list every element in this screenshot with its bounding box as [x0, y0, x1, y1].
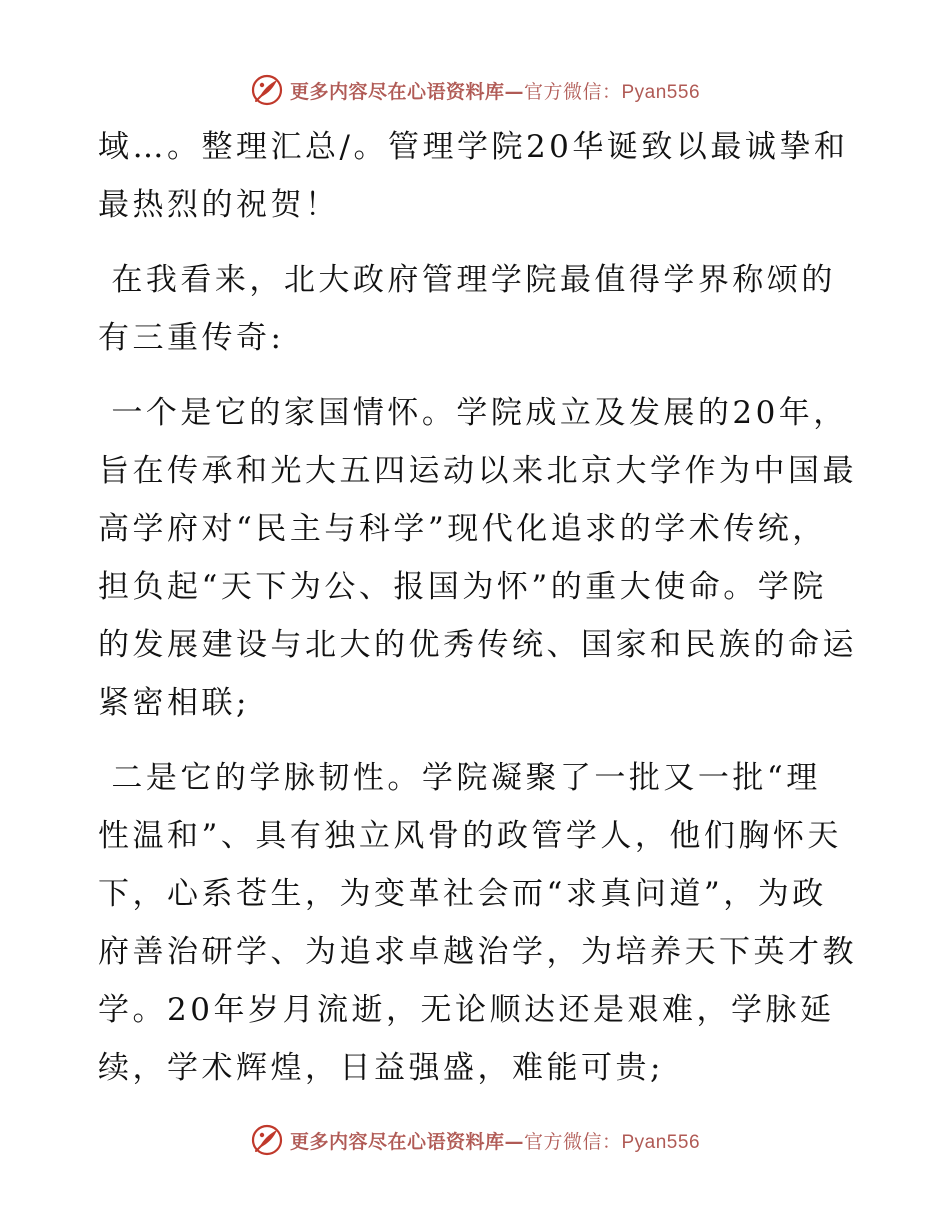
watermark-wechat-id: Pyan556 — [621, 1131, 701, 1153]
watermark-dash: — — [504, 1130, 524, 1153]
watermark-text — [290, 1127, 700, 1154]
watermark-text — [290, 77, 700, 104]
footer-watermark — [0, 1120, 950, 1160]
watermark-dash: — — [504, 80, 524, 103]
watermark-wechat-id: Pyan556 — [621, 81, 701, 103]
paragraph-legend-one: 一个是它的家国情怀。学院成立及发展的20年， 旨在传承和光大五四运动以来北京大学作为中国最 高学府对“民主与科学”现代化追求的学术传统， 担负起“天下为公、报国为怀”的重大使命。学院 的发展建设与北大的优秀传统、国家和民族的命运 紧密相联; — [98, 395, 857, 721]
watermark-prefix: 更多内容尽在心语资料库 — [289, 1130, 505, 1153]
watermark-suffix: 官方微信： — [523, 80, 622, 103]
paragraph-three-legends-intro: 在我看来，北大政府管理学院最值得学界称颂的 有三重传奇: — [98, 262, 836, 356]
feather-pen-logo-icon — [250, 1123, 284, 1157]
header-watermark — [0, 70, 950, 110]
paragraph-congratulation: 域…。整理汇总/。管理学院20华诞致以最诚挚和 最热烈的祝贺！ — [98, 129, 849, 223]
feather-pen-logo-icon — [250, 73, 284, 107]
paragraph-legend-two: 二是它的学脉韧性。学院凝聚了一批又一批“理 性温和”、具有独立风骨的政管学人，他们胸怀天 下，心系苍生，为变革社会而“求真问道”，为政 府善治研学、为追求卓越治学，为培养天下英才教 学。20年岁月流逝，无论顺达还是艰难，学脉延 续，学术辉煌，日益强盛，难能可贵; — [98, 760, 857, 1086]
document-body — [98, 118, 858, 1114]
watermark-prefix: 更多内容尽在心语资料库 — [289, 80, 505, 103]
watermark-suffix: 官方微信： — [523, 1130, 622, 1153]
